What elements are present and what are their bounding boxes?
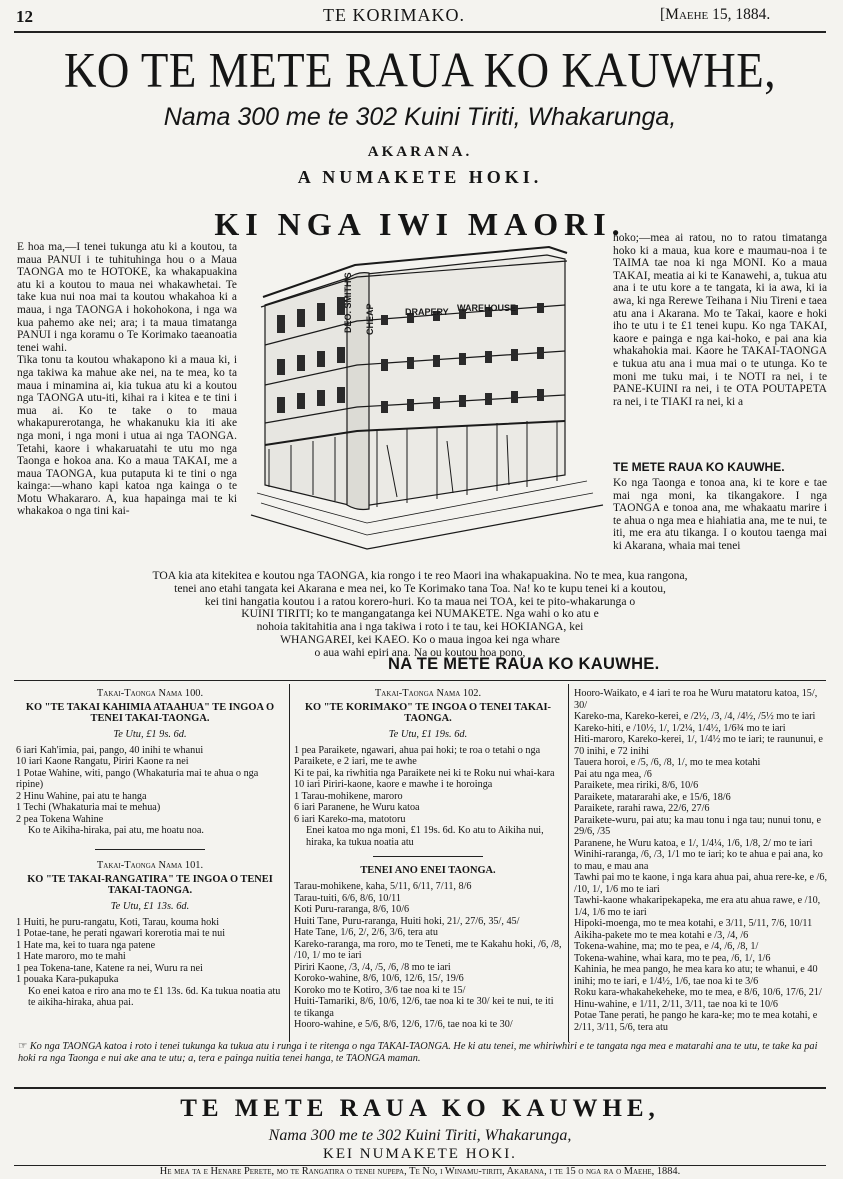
list-item: Koti Puru-raranga, 8/6, 10/6 <box>294 904 410 916</box>
footer-rule-top <box>14 1087 826 1089</box>
package-label: Takai-Taonga Nama 102. <box>374 688 482 699</box>
note-text: Ko nga TAONGA katoa i roto i tenei tukunga ka tukua atu i runga i te ritenga o nga TAKAI-TAONGA. He ki atu tenei, me whiriwhiri e te tangata nga mea e matarahi ana te utu, te take ka pai hoki ra nga Taonga e nui ake ana te utu; a, tera e painga nuitia tenei hanga, te TAONGA maman. <box>18 1041 818 1064</box>
list-item: 1 Techi (Whakaturia mai te mehua) <box>16 802 161 814</box>
footer-advert-place: KEI NUMAKETE HOKI. <box>323 1146 517 1162</box>
list-item: 6 iari Paranene, he Wuru katoa <box>294 802 420 814</box>
advert-heading: KI NGA IWI MAORI. <box>214 206 626 242</box>
list-item: Hooro-wahine, e 5/6, 8/6, 12/6, 17/6, tae noa ki te 30/ <box>294 1019 513 1031</box>
list-item: Tokena-wahine, whai kara, mo te pea, /6, 1/, 1/6 <box>574 952 771 964</box>
list-item: Ki te pai, ka riwhitia nga Paraikete nei ki te Roku nui whai-kara <box>294 767 555 779</box>
section-rule <box>373 856 483 857</box>
package-price: Te Utu, £1 13s. 6d. <box>110 900 190 912</box>
list-item: Koroko-wahine, 8/6, 10/6, 12/6, 15/, 19/6 <box>294 973 464 985</box>
list-item: Hiti-maroro, Kareko-kerei, 1/, 1/4½ mo te iari; te raununui, e 70 inihi, e 72 inihi <box>574 734 823 757</box>
advert-bottom-line: kei tini hangatia koutou i a ratou korero-huri. Ko ta maua nei TOA, kei te pito-whakarunga o <box>204 594 636 608</box>
catalogue-col-1 <box>16 688 284 1009</box>
list-item: 1 pea Tokena-tane, Katene ra nei, Wuru ra nei <box>16 962 203 974</box>
package-title: KO "TE KORIMAKO" TE INGOA O TENEI TAKAI-TAONGA. <box>304 701 552 725</box>
package-items <box>16 917 284 1009</box>
column-divider <box>289 684 290 1042</box>
other-goods-title: TENEI ANO ENEI TAONGA. <box>360 865 496 877</box>
store-sign-1: DEO. SMITH'S <box>343 272 353 333</box>
list-item: 1 pouaka Kara-pukapuka <box>16 974 119 986</box>
package-price: Te Utu, £1 19s. 6d. <box>388 729 468 741</box>
store-sign-2: CHEAP <box>365 303 375 335</box>
list-item: Tarau-tuiti, 6/6, 8/6, 10/11 <box>294 892 401 904</box>
list-item: Ko enei katoa e riro ana mo te £1 13s. 6d. Ka tukua noatia atu te aikiha-hiraka, ahua pai. <box>28 985 281 1009</box>
footer-advert-title: TE METE RAUA KO KAUWHE, <box>180 1095 660 1122</box>
header-rule <box>14 31 826 33</box>
advert-title: KO TE METE RAUA KO KAUWHE, <box>63 42 777 98</box>
page-header <box>0 0 843 30</box>
list-item: Enei katoa mo nga moni, £1 19s. 6d. Ko atu to Aikiha nui, hiraka, ka tukua noatia atu <box>306 825 544 848</box>
advert-place: A NUMAKETE HOKI. <box>297 167 543 187</box>
list-item: 2 pea Tokena Wahine <box>16 813 104 825</box>
list-item: 1 Huiti, he puru-rangatu, Koti, Tarau, kouma hoki <box>16 916 220 928</box>
list-item: Koroko mo te Kotiro, 3/6 tae noa ki te 15/ <box>294 984 466 996</box>
list-item: 1 Hate maroro, mo te mahi <box>16 951 126 963</box>
list-item: 1 Potae Wahine, witi, pango (Whakaturia mai te ahua o nga ripine) <box>16 767 259 791</box>
package-label: Takai-Taonga Nama 101. <box>96 859 204 871</box>
list-item: Paraikete, matararahi ake, e 15/6, 18/6 <box>574 791 731 803</box>
list-item: 10 iari Kaone Rangatu, Piriri Kaone ra nei <box>16 756 189 768</box>
advert-right-text2: Ko nga Taonga e tonoa ana, ki te kore e tae mai nga moni, ka tikangakore. I nga TAONGA e tonoa ana, me whakaatu marire i te ahua o nga mea e hiahiatia ana, me te nui, te iti, me era atu tikanga. I o koutou taenga mai ki Akarana, whaia mai tenei <box>613 477 827 552</box>
list-item: Huiti Tane, Puru-raranga, Huiti hoki, 21/, 27/6, 35/, 45/ <box>294 915 520 927</box>
catalogue-col-3 <box>574 688 828 1033</box>
list-item: Hooro-Waikato, e 4 iari te roa he Wuru matatoru katoa, 15/, 30/ <box>574 688 818 711</box>
list-item: Roku kara-whakahekeheke, mo te mea, e 8/6, 10/6, 17/6, 21/ <box>574 987 822 998</box>
package-items <box>294 745 562 849</box>
package-label: Takai-Taonga Nama 100. <box>96 688 204 699</box>
catalogue-rule-top <box>14 680 826 681</box>
list-item: Winihi-raranga, /6, /3, 1/1 mo te iari; ko te ahua e pai ana, ko to mau, e mau ana <box>574 849 823 872</box>
advert-left-text: E hoa ma,—I tenei tukunga atu ki a koutou, ta maua PANUI i te tuhituhinga hou o a Maua TAONGA mo te HOTOKE, ka whakapuakina atu ki a koutou to maua nei whakawhetai. Te take kua nui noa mai ta koutou whakahoa ki a maua, i nga TAONGA i hokohokona, i nga wa kua pahemo ake nei; ara; i ta maua timatanga PANUI i nga koramu o Te Korimako taeanoatia tenei wahi. Tika tonu ta koutou whakapono ki a maua ki, i nga takiwa ka mahue ake nei, na te mea, ko ta maua i minamina ai, kia tukua atu ki a koutou nga TAONGA utu-iti, kihai ra i kitea e te tini i mua ai. Ko te take o to maua whakapurerotanga, he whakanuku kia iti ake nga moni, i nga moni i utua ai nga TAONGA. Tetahi, kaore i whakaruatahi te utu mo nga Taonga e hokoa ana. Ko a maua TAKAI, me a maua TAONGA, kua putaputa ki te tini o nga kainga:—whano kapi katoa nga kainga o te Motu Whakararo. A, kua hapainga mai te ki whakakoa o nga tini kai- <box>17 241 237 518</box>
list-item: 1 Hate ma, kei to tuara nga patene <box>16 939 156 951</box>
section-rule <box>95 849 205 850</box>
advert-bottom-line: TOA kia ata kitekitea e koutou nga TAONGA, kia rongo i te reo Maori ina whakapuakina. No te mea, kua rangona, <box>152 569 688 582</box>
list-item: Pai atu nga mea, /6 <box>574 768 652 780</box>
catalogue-col-2 <box>294 688 562 1031</box>
store-sign-4: WAREHOUSE <box>457 303 517 313</box>
advert-bottom-line: o aua wahi epiri ana. Na ou koutou hoa pono, <box>314 645 526 659</box>
list-item: Potae Tane perati, he pango he kara-ke; mo te mea kotahi, e 2/11, 3/11, 5/6, tera atu <box>574 1010 818 1033</box>
other-goods-items <box>294 881 562 1031</box>
list-item: Piriri Kaone, /3, /4, /5, /6, /8 mo te iari <box>294 961 451 973</box>
issue-date: [Maehe 15, 1884. <box>660 6 771 23</box>
list-item: Paraikete, mea ririki, 8/6, 10/6 <box>574 780 699 791</box>
list-item: Tauera horoi, e /5, /6, /8, 1/, mo te mea kotahi <box>574 757 761 768</box>
list-item: 1 Potae-tane, he perati ngawari korerotia mai te nui <box>16 928 226 940</box>
list-item: 1 Tarau-mohikene, maroro <box>294 790 403 802</box>
list-item: Huiti-Tamariki, 8/6, 10/6, 12/6, tae noa ki te 30/ kei te nui, te iti te tikanga <box>294 996 554 1019</box>
paper-name: TE KORIMAKO. <box>323 5 465 25</box>
list-item: 2 Hinu Wahine, pai atu te hanga <box>16 790 147 802</box>
advert-address: Nama 300 me te 302 Kuini Tiriti, Whakarunga, <box>163 103 677 131</box>
list-item: Kareko-raranga, ma roro, mo te Teneti, me te Kakahu hoki, /6, /8, /10, 1/ mo te iari <box>294 938 562 962</box>
list-item: Hate Tane, 1/6, 2/, 2/6, 3/6, tera atu <box>294 927 438 939</box>
package-title: KO "TE TAKAI-RANGATIRA" TE INGOA O TENEI TAKAI-TAONGA. <box>27 873 273 897</box>
list-item: Tawhi pai mo te kaone, i nga kara ahua pai, ahua rere-ke, e /6, /10, 1/, 1/6 mo te iari <box>574 872 828 895</box>
list-item: Tokena-wahine, ma; mo te pea, e /4, /6, /8, 1/ <box>574 941 759 952</box>
imprint: He mea ta e Henare Perete, mo te Rangatira o tenei nupepa, Te No, i Winamu-tiriti, Akarana, i te 15 o nga ra o Maehe, 1884. <box>159 1166 681 1177</box>
list-item: Paraikete-wuru, pai atu; ka mau tonu i nga tau; nunui tonu, e 29/6, /35 <box>574 814 821 837</box>
advert-bottom-line: WHANGAREI, kei KAEO. Ko o maua ingoa kei nga whare <box>280 632 560 646</box>
advert-bottom-line: nohoia takitahitia ana i nga takiwa i roto i te tau, kei HOKIANGA, kei <box>256 620 584 634</box>
pointing-hand-icon: ☞ <box>18 1041 28 1052</box>
advert-bottom-line: tenei ano etahi tangata kei Akarana e mea nei, ko Te Korimako tana Toa. Na! ko te kupu tenei ki a koutou, <box>174 581 666 595</box>
column-divider <box>568 684 569 1042</box>
list-item: Paranene, he Wuru katoa, e 1/, 1/4¼, 1/6, 1/8, 2/ mo te iari <box>574 837 813 849</box>
list-item: 10 iari Piriri-kaone, kaore e mawhe i te horoinga <box>294 779 493 791</box>
list-item: 1 pea Paraikete, ngawari, ahua pai hoki; te roa o tetahi o nga Paraikete, e 2 iari, me te awhe <box>294 744 541 768</box>
package-items <box>16 745 284 837</box>
advert-right-name: TE METE RAUA KO KAUWHE. <box>613 460 785 474</box>
package-title: KO "TE TAKAI KAHIMIA ATAAHUA" TE INGOA O TENEI TAKAI-TAONGA. <box>25 701 275 725</box>
list-item: Tarau-mohikene, kaha, 5/11, 6/11, 7/11, 8/6 <box>294 881 472 893</box>
list-item: Ko te Aikiha-hiraka, pai atu, me hoatu noa. <box>28 825 204 837</box>
list-item: Kareko-hiti, e /10½, 1/, 1/2¼, 1/4½, 1/6¾ mo te iari <box>574 722 786 734</box>
list-item: Hinu-wahine, e 1/11, 2/11, 3/11, tae noa ki te 10/6 <box>574 998 778 1010</box>
list-item: Hipoki-moenga, mo te mea kotahi, e 3/11, 5/11, 7/6, 10/11 <box>574 918 813 929</box>
list-item: Kahinia, he mea pango, he mea kara ko atu; te whanui, e 40 inihi; mo te iari, e 1/4½, 1/6, tae noa ki te 3/6 <box>574 964 818 987</box>
list-item: Tawhi-kaone whakaripekapeka, me era atu ahua rawe, e /10, 1/4, 1/6 mo te iari <box>574 895 821 918</box>
advert-right-text: hoko;—mea ai ratou, no to ratou timatanga hoko ki a maua, kua kore e maumau-noa i te TAIMA tae noa ki nga MONI. Ko a maua TAKAI, meatia ai ki te Kanawehi, a, tukua atu ana i te utu kore a te tangata, ki ia awa, ki ia awa, ki nga Rerewe Teihana i Niu Tireni e taea atu ana i Akarana. Mo te Takai, kaore e hoki iho te utu i te £1 tenei kupu. Ko nga TAKAI, kaore e painga e nga kai-hoko, e pai ana kia whakahokia mai. Kaore he TAKAI-TAONGA e tukua atu ana i mua mai o te utunga. Ko te moni me tuku mai, i te NOTI ra nei, i te PANE-KUINI ra nei, i te OTA POUTAPETA ra nei, i te TIAKI ra nei, ki a <box>613 232 827 408</box>
price-list-items <box>574 688 828 1033</box>
advert-bottom-lines <box>14 570 826 660</box>
catalogue-note <box>18 1041 826 1064</box>
page-number: 12 <box>16 7 33 26</box>
list-item: Kareko-ma, Kareko-kerei, e /2½, /3, /4, /4½, /5½ mo te iari <box>574 711 816 722</box>
list-item: 6 iari Kah'imia, pai, pango, 40 inihi te whanui <box>16 744 204 756</box>
advert-bottom-line: KUINI TIRITI; ko te mangangatanga kei NUMAKETE. Nga wahi o ko atu e <box>241 607 599 621</box>
list-item: Paraikete, rarahi rawa, 22/6, 27/6 <box>574 803 710 814</box>
advert-city: AKARANA. <box>367 144 473 160</box>
package-price: Te Utu, £1 9s. 6d. <box>113 729 187 741</box>
advert-signature: NA TE METE RAUA KO KAUWHE. <box>388 655 660 673</box>
list-item: 6 iari Kareko-ma, matotoru <box>294 813 406 825</box>
footer-advert-address: Nama 300 me te 302 Kuini Tiriti, Whakarunga, <box>268 1127 572 1144</box>
store-sign-3: DRAPERY <box>405 307 449 317</box>
list-item: Aikiha-pakete mo te mea kotahi e /3, /4, /6 <box>574 929 749 941</box>
store-illustration <box>247 235 605 553</box>
